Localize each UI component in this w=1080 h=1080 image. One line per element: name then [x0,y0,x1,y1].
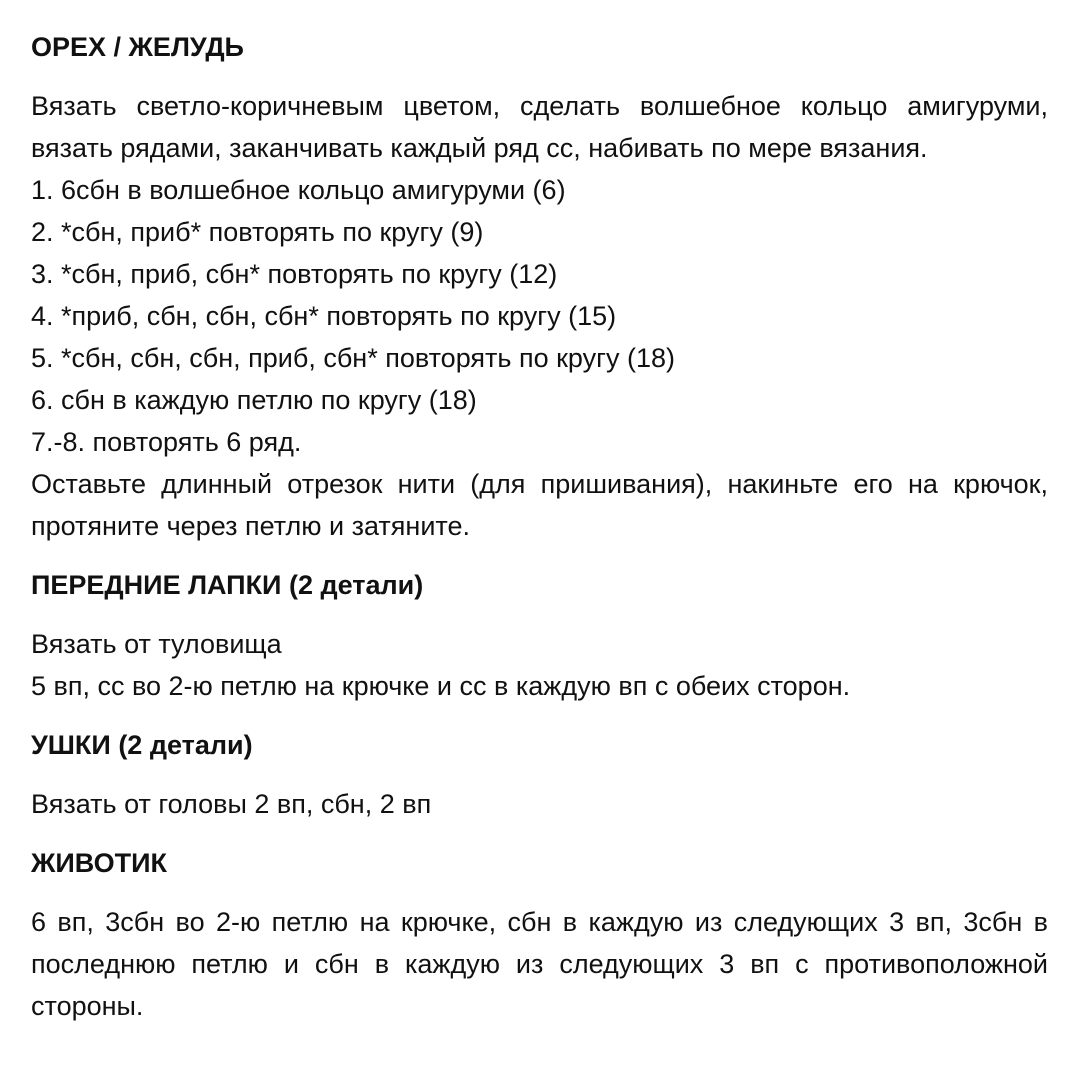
front-paws-line-1: Вязать от туловища [31,629,282,659]
step-4: 4. *приб, сбн, сбн, сбн* повторять по кругу (15) [31,301,617,331]
belly-paragraph: 6 вп, 3сбн во 2-ю петлю на крючке, сбн в каждую из следующих 3 вп, 3сбн в последнюю петлю и сбн в каждую из следующих 3 вп с противоположной стороны. [31,907,1048,1021]
section-heading-acorn: ОРЕХ / ЖЕЛУДЬ [31,32,244,62]
step-6: 6. сбн в каждую петлю по кругу (18) [31,385,477,415]
step-1: 1. 6сбн в волшебное кольцо амигуруми (6) [31,175,566,205]
step-3: 3. *сбн, приб, сбн* повторять по кругу (12) [31,259,558,289]
section-heading-front-paws: ПЕРЕДНИЕ ЛАПКИ (2 детали) [31,570,424,600]
section-outro-acorn: Оставьте длинный отрезок нити (для пришивания), накиньте его на крючок, протяните через петлю и затяните. [31,469,1048,541]
front-paws-line-2: 5 вп, сс во 2-ю петлю на крючке и сс в каждую вп с обеих сторон. [31,671,851,701]
step-7-8: 7.-8. повторять 6 ряд. [31,427,302,457]
step-5: 5. *сбн, сбн, сбн, приб, сбн* повторять по кругу (18) [31,343,675,373]
section-heading-belly: ЖИВОТИК [31,848,168,878]
step-2: 2. *сбн, приб* повторять по кругу (9) [31,217,484,247]
section-intro-acorn: Вязать светло-коричневым цветом, сделать волшебное кольцо амигуруми, вязать рядами, заканчивать каждый ряд сс, набивать по мере вязания. [31,91,1048,163]
ears-line-1: Вязать от головы 2 вп, сбн, 2 вп [31,789,432,819]
section-heading-ears: УШКИ (2 детали) [31,730,253,760]
